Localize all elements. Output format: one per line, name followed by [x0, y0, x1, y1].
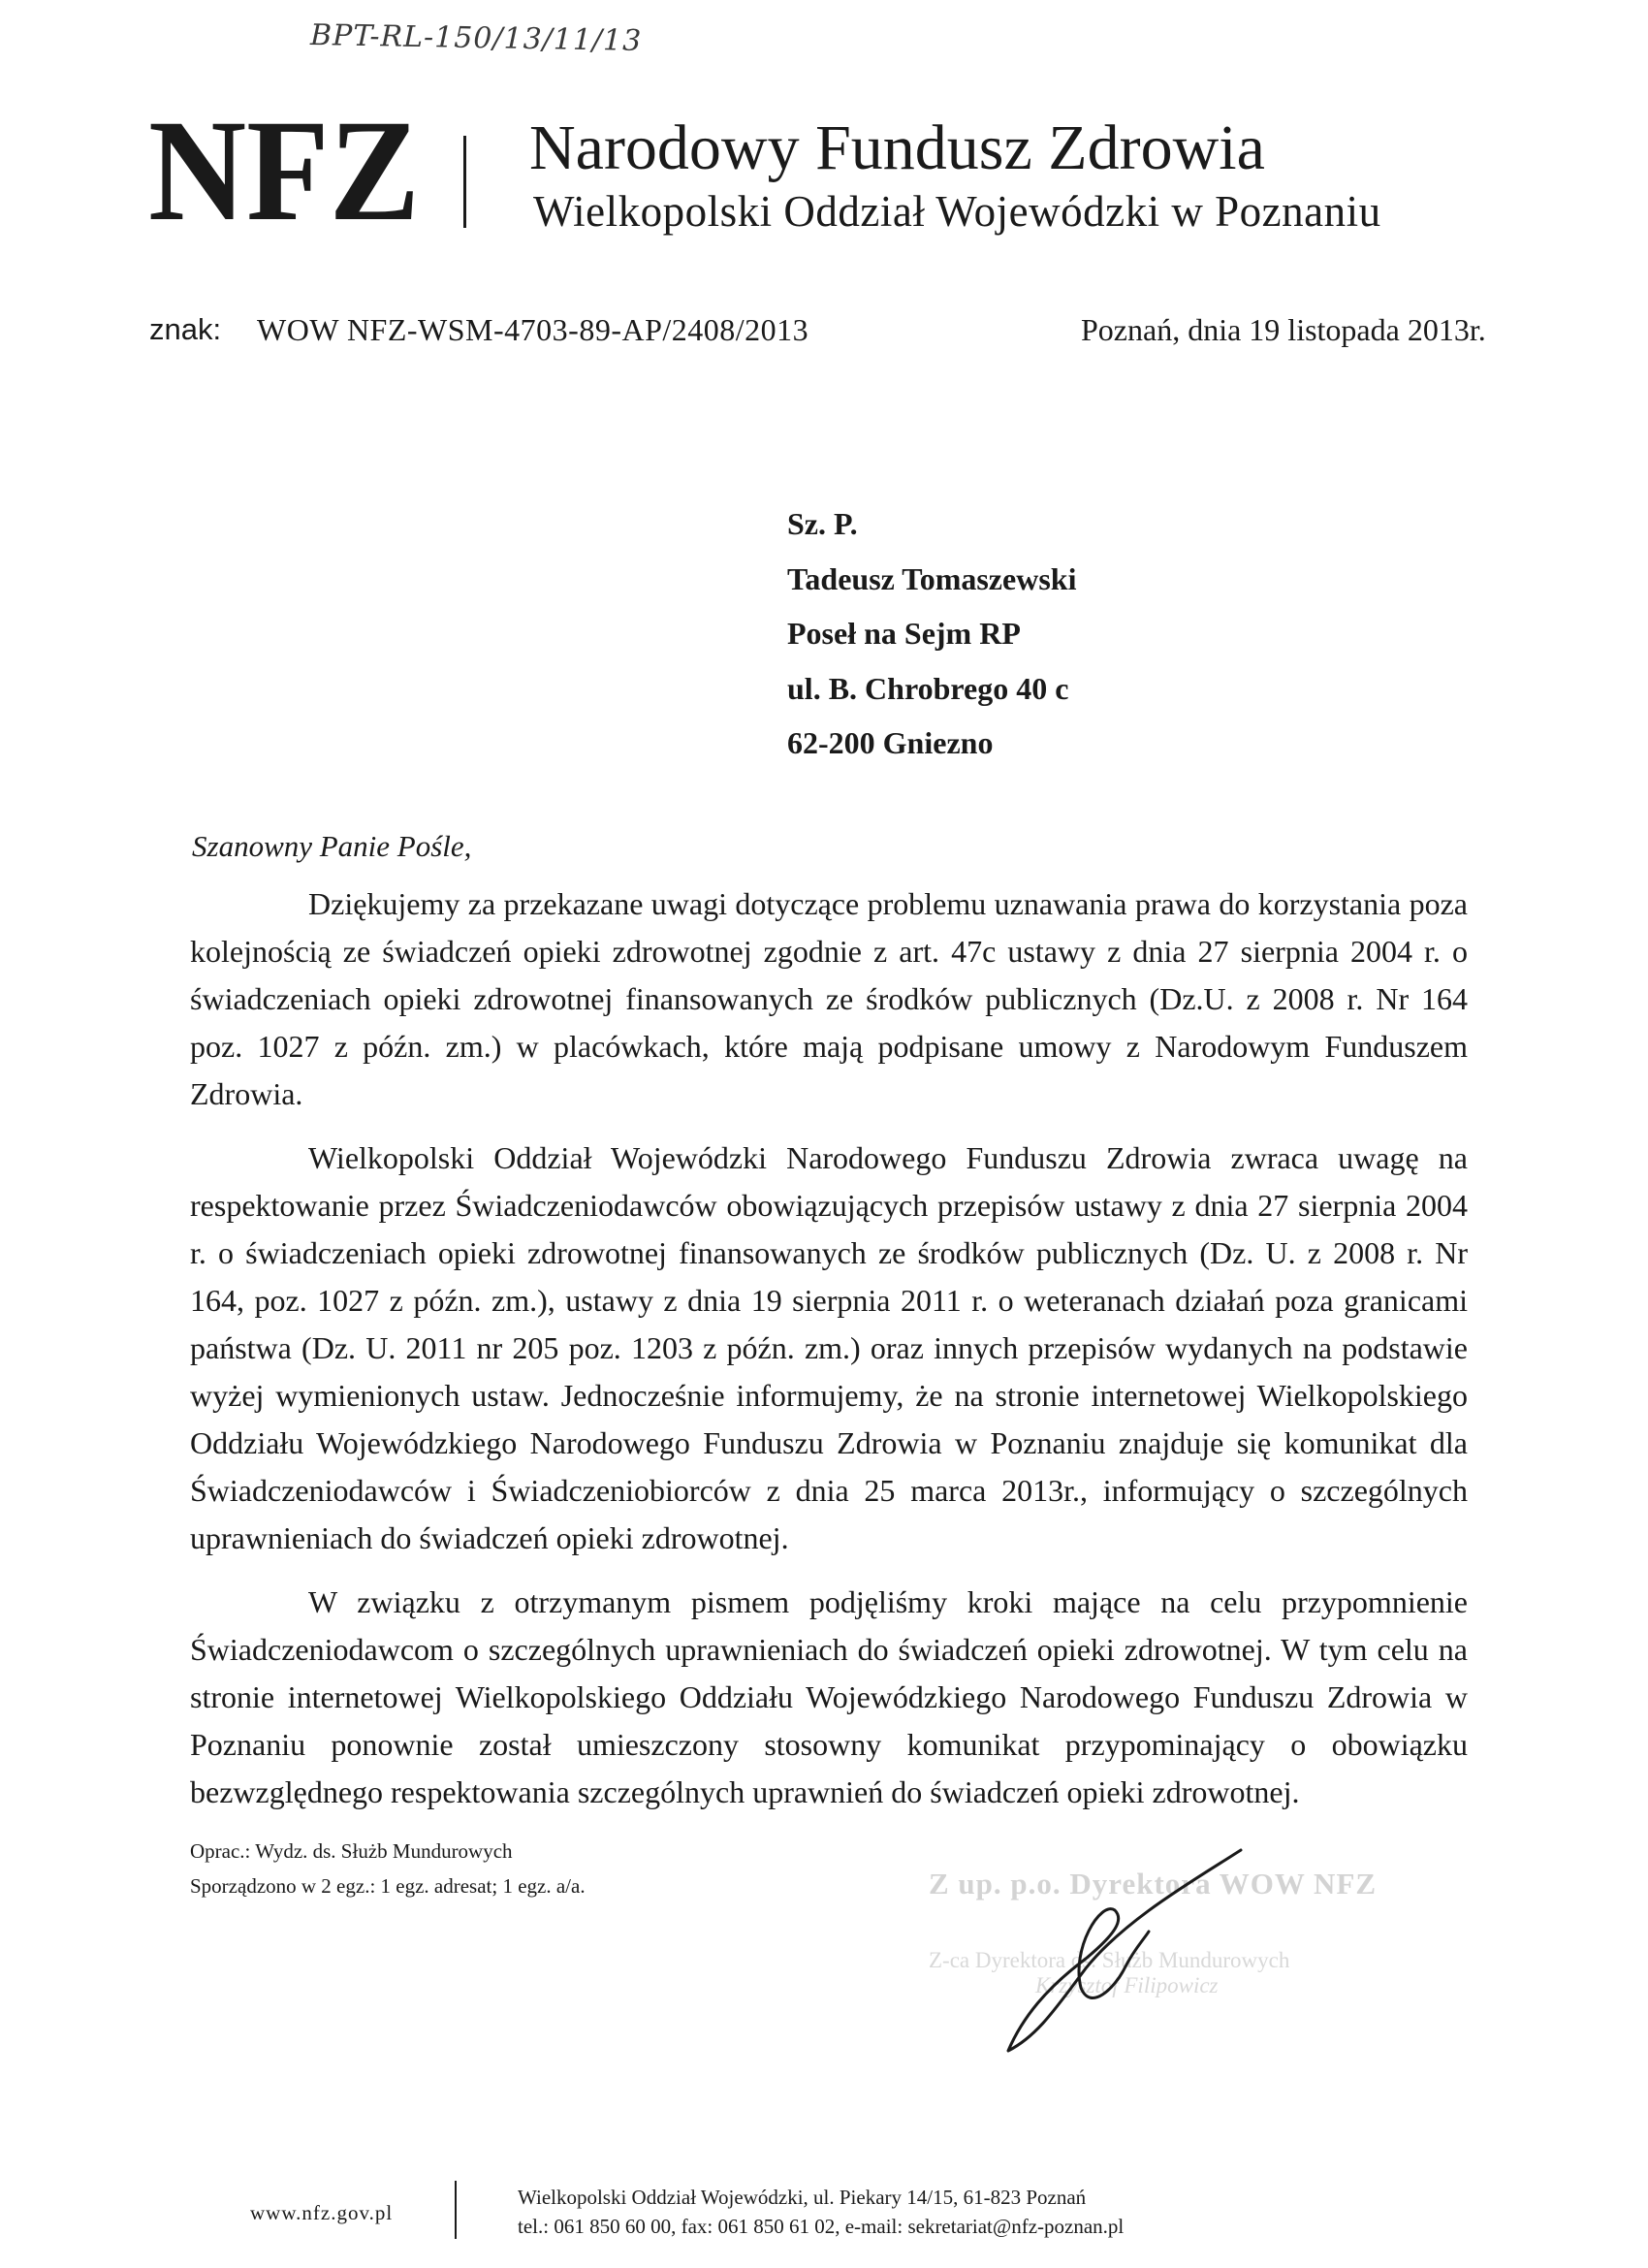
prepared-by-note [190, 1834, 586, 1903]
recipient-title: Poseł na Sejm RP [787, 616, 1021, 651]
place-date: Poznań, dnia 19 listopada 2013r. [1081, 312, 1486, 347]
recipient-name: Tadeusz Tomaszewski [787, 560, 1077, 596]
recipient-city: 62-200 Gniezno [787, 725, 994, 760]
footer-website: www.nfz.gov.pl [250, 2201, 394, 2224]
handwritten-registration-number: BPT-RL-150/13/11/13 [309, 18, 643, 58]
reference-label: znak: [149, 312, 222, 346]
prepared-by-line: Oprac.: Wydz. ds. Służb Mundurowych [190, 1839, 513, 1863]
body-paragraph: W związku z otrzymanym pismem podjęliśmy kroki mające na celu przypomnienie Świadczeniodawcom o szczególnych uprawnieniach do świadczeń opieki zdrowotnej. W tym celu na stronie internetowej Wielkopolskiego Oddziału Wojewódzkiego Narodowego Funduszu Zdrowia w Poznaniu ponownie został umieszczony stosowny komunikat przypominający o obowiązku bezwzględnego respektowania szczególnych uprawnień do świadczeń opieki zdrowotnej. [190, 1584, 1468, 1809]
footer-phone-line: tel.: 061 850 60 00, fax: 061 850 61 02, e-mail: sekretariat@nfz-poznan.pl [518, 2215, 1125, 2238]
stamp-position: Z-ca Dyrektora ds. Służb Mundurowych [929, 1948, 1290, 1972]
org-name: Narodowy Fundusz Zdrowia [529, 112, 1265, 183]
footer-contact [518, 2183, 1124, 2241]
stamp-authorization: Z up. p.o. Dyrektora WOW NFZ [929, 1867, 1378, 1901]
footer-divider [455, 2181, 457, 2239]
salutation: Szanowny Panie Pośle, [192, 829, 472, 863]
recipient-line: Sz. P. [787, 506, 858, 541]
nfz-logo [148, 105, 420, 229]
logo-text: NFZ [148, 105, 420, 229]
footer-address-line: Wielkopolski Oddział Wojewódzki, ul. Piekary 14/15, 61-823 Poznań [518, 2186, 1087, 2209]
recipient-address [787, 496, 1076, 771]
body-paragraph: Dziękujemy za przekazane uwagi dotyczące problemu uznawania prawa do korzystania poza kolejnością ze świadczeń opieki zdrowotnej zgodnie z art. 47c ustawy z dnia 27 sierpnia 2004 r. o świadczeniach opieki zdrowotnej finansowanych ze środków publicznych (Dz.U. z 2008 r. Nr 164 poz. 1027 z późn. zm.) w placówkach, które mają podpisane umowy z Narodowym Funduszem Zdrowia. [190, 886, 1468, 1111]
recipient-street: ul. B. Chrobrego 40 c [787, 670, 1069, 706]
body-paragraph: Wielkopolski Oddział Wojewódzki Narodowego Funduszu Zdrowia zwraca uwagę na respektowanie przez Świadczeniodawców obowiązujących przepisów ustawy z dnia 27 sierpnia 2004 r. o świadczeniach opieki zdrowotnej finansowanych ze środków publicznych (Dz. U. z 2008 r. Nr 164, poz. 1027 z późn. zm.), ustawy z dnia 19 sierpnia 2011 r. o weteranach działań poza granicami państwa (Dz. U. 2011 nr 205 poz. 1203 z późn. zm.) oraz innych przepisów wydanych na podstawie wyżej wymienionych ustaw. Jednocześnie informujemy, że na stronie internetowej Wielkopolskiego Oddziału Wojewódzkiego Narodowego Funduszu Zdrowia w Poznaniu znajduje się komunikat dla Świadczeniodawców i Świadczeniobiorców z dnia 25 marca 2013r., informujący o szczególnych uprawnieniach do świadczeń opieki zdrowotnej. [190, 1140, 1468, 1555]
header-divider [463, 136, 466, 228]
letter-body [190, 880, 1468, 1833]
reference-number: WOW NFZ-WSM-4703-89-AP/2408/2013 [257, 312, 809, 347]
branch-name: Wielkopolski Oddział Wojewódzki w Poznaniu [533, 187, 1381, 236]
copies-line: Sporządzono w 2 egz.: 1 egz. adresat; 1 egz. a/a. [190, 1874, 586, 1898]
stamp-signatory: Krzysztof Filipowicz [1035, 1973, 1219, 1997]
handwritten-signature [979, 1842, 1270, 2056]
